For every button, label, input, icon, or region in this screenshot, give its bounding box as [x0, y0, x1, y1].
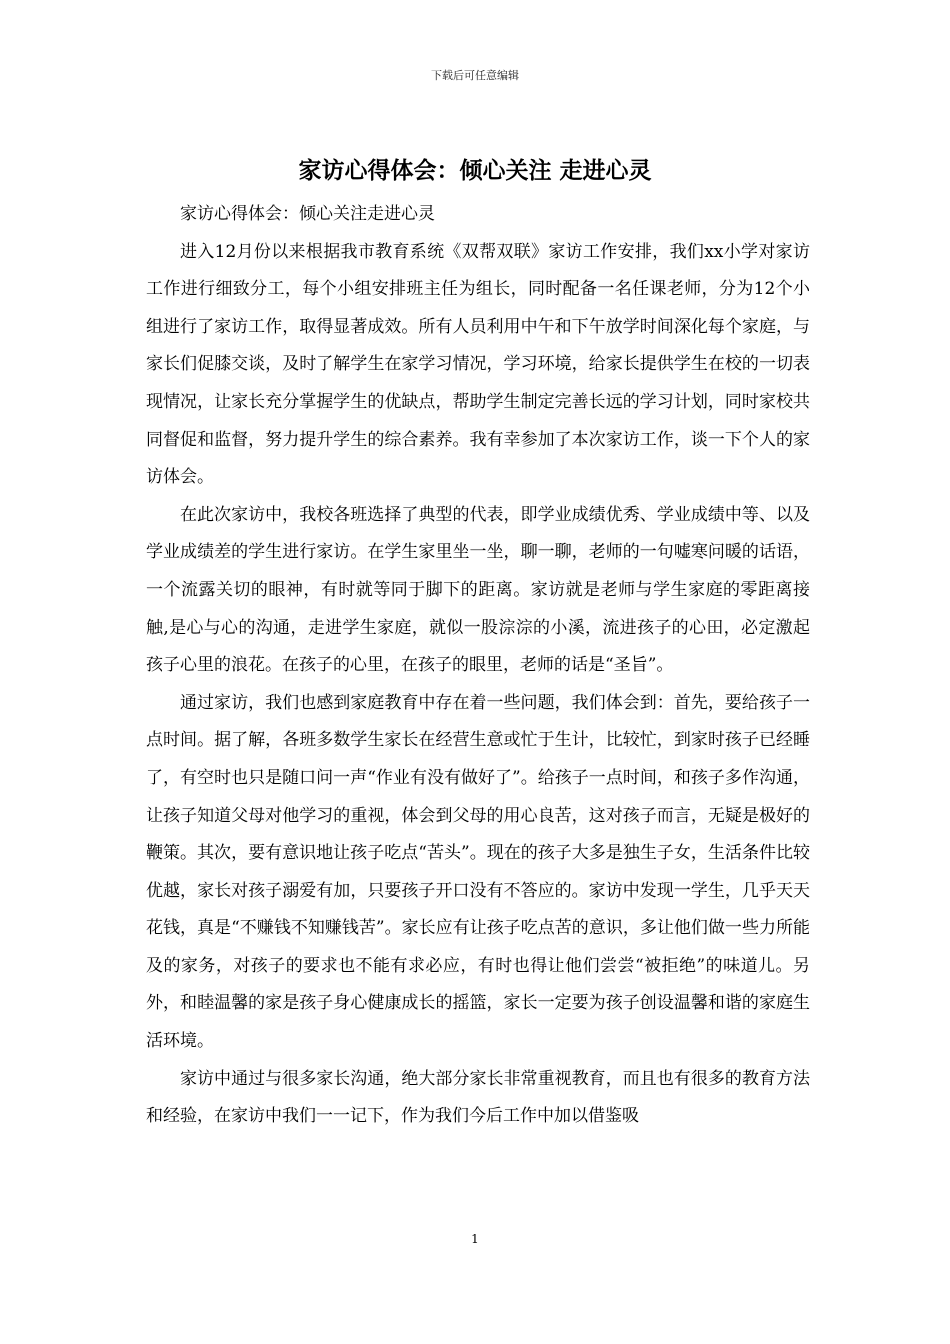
- page-number: 1: [471, 1232, 479, 1246]
- body-paragraph: 通过家访，我们也感到家庭教育中存在着一些问题，我们体会到：首先，要给孩子一点时间。据了解，各班多数学生家长在经营生意或忙于生计，比较忙，到家时孩子已经睡了，有空时也只是随口问一声“作业有没有做好了”。给孩子一点时间，和孩子多作沟通，让孩子知道父母对他学习的重视，体会到父母的用心良苦，这对孩子而言，无疑是极好的鞭策。其次，要有意识地让孩子吃点“苦头”。现在的孩子大多是独生子女，生活条件比较优越，家长对孩子溺爱有加，只要孩子开口没有不答应的。家访中发现一学生，几乎天天花钱，真是“不赚钱不知赚钱苦”。家长应有让孩子吃点苦的意识，多让他们做一些力所能及的家务，对孩子的要求也不能有求必应，有时也得让他们尝尝“被拒绝”的味道儿。另外，和睦温馨的家是孩子身心健康成长的摇篮，家长一定要为孩子创设温馨和谐的家庭生活环境。: [146, 692, 810, 1052]
- body-paragraph: 进入12月份以来根据我市教育系统《双帮双联》家访工作安排，我们xx小学对家访工作进行细致分工，每个小组安排班主任为组长，同时配备一名任课老师，分为12个小组进行了家访工作，取得显著成效。所有人员利用中午和下午放学时间深化每个家庭，与家长们促膝交谈，及时了解学生在家学习情况，学习环境，给家长提供学生在校的一切表现情况，让家长充分掌握学生的优缺点，帮助学生制定完善长远的学习计划，同时家校共同督促和监督，努力提升学生的综合素养。我有幸参加了本次家访工作，谈一下个人的家访体会。: [146, 241, 810, 488]
- document-body: [146, 196, 810, 1136]
- body-paragraph: 在此次家访中，我校各班选择了典型的代表，即学业成绩优秀、学业成绩中等、以及学业成绩差的学生进行家访。在学生家里坐一坐，聊一聊，老师的一句嘘寒问暖的话语，一个流露关切的眼神，有时就等同于脚下的距离。家访就是老师与学生家庭的零距离接触,是心与心的沟通，走进学生家庭，就似一股淙淙的小溪，流进孩子的心田，必定激起孩子心里的浪花。在孩子的心里，在孩子的眼里，老师的话是“圣旨”。: [146, 504, 810, 676]
- document-title: 家访心得体会：倾心关注 走进心灵: [298, 157, 652, 184]
- body-paragraph: 家访中通过与很多家长沟通，绝大部分家长非常重视教育，而且也有很多的教育方法和经验，在家访中我们一一记下，作为我们今后工作中加以借鉴吸: [146, 1068, 810, 1127]
- subtitle-paragraph: 家访心得体会：倾心关注走进心灵: [180, 204, 435, 224]
- header-note: 下载后可任意编辑: [431, 69, 519, 82]
